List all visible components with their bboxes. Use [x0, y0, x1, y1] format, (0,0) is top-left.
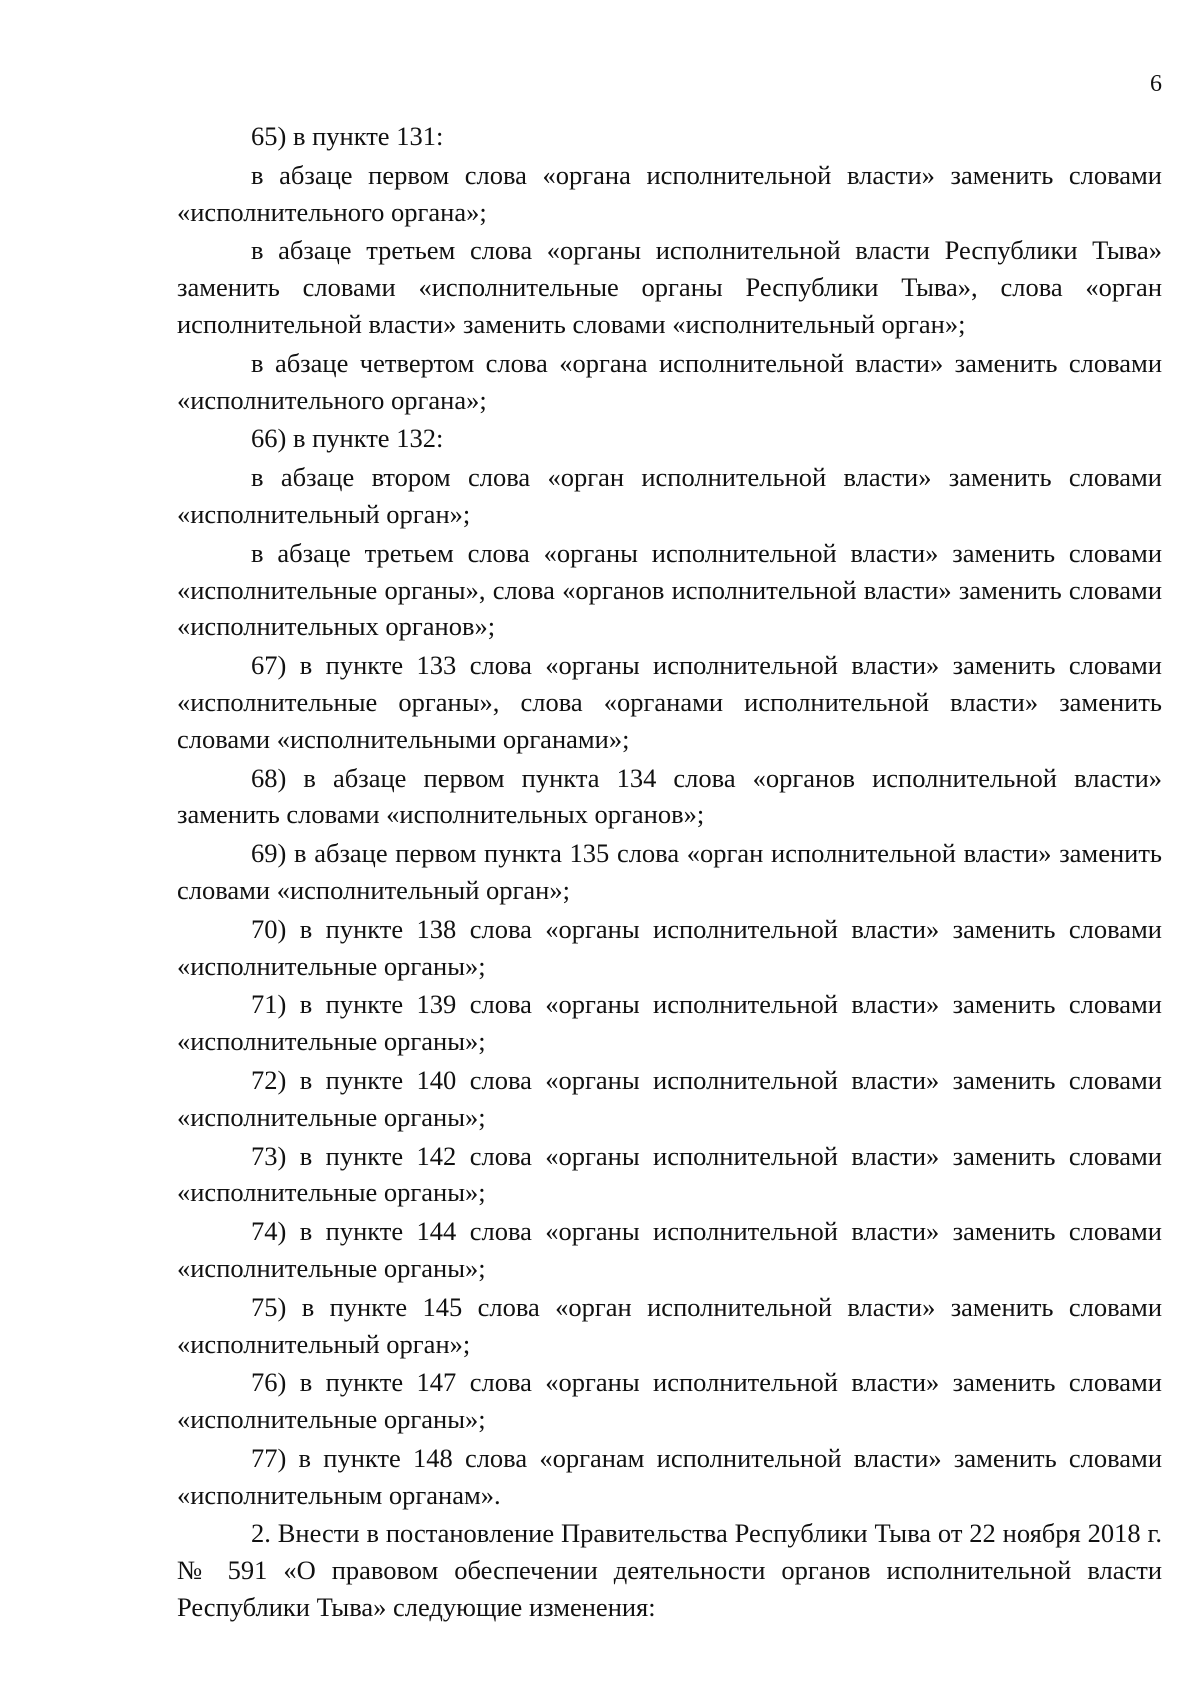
paragraph-item-65: 65) в пункте 131: — [251, 121, 444, 151]
paragraph-item-76: 76) в пункте 147 слова «органы исполнительной власти» заменить словами «исполнительные органы»; — [177, 1367, 1162, 1435]
page-number: 6 — [1150, 71, 1162, 97]
paragraph: в абзаце первом слова «органа исполнительной власти» заменить словами «исполнительного органа»; — [177, 159, 1162, 227]
paragraph-section-2: 2. Внести в постановление Правительства Республики Тыва от 22 ноября 2018 г. № 591 «О правовом обеспечении деятельности органов исполнительной власти Республики Тыва» следующие изменения: — [177, 1518, 1162, 1623]
document-body — [177, 118, 1162, 1626]
paragraph-item-77: 77) в пункте 148 слова «органам исполнительной власти» заменить словами «исполнительным органам». — [177, 1442, 1162, 1510]
paragraph-item-74: 74) в пункте 144 слова «органы исполнительной власти» заменить словами «исполнительные органы»; — [177, 1216, 1162, 1283]
paragraph: в абзаце втором слова «орган исполнительной власти» заменить словами «исполнительный орган»; — [177, 462, 1162, 529]
paragraph-item-72: 72) в пункте 140 слова «органы исполнительной власти» заменить словами «исполнительные органы»; — [177, 1064, 1162, 1132]
paragraph: в абзаце третьем слова «органы исполнительной власти» заменить словами «исполнительные органы», слова «органов исполнительной власти» заменить словами «исполнительных органов»; — [177, 537, 1162, 642]
paragraph-item-68: 68) в абзаце первом пункта 134 слова «органов исполнительной власти» заменить словами «исполнительных органов»; — [177, 762, 1162, 830]
paragraph: в абзаце четвертом слова «органа исполнительной власти» заменить словами «исполнительного органа»; — [177, 347, 1162, 415]
paragraph-item-69: 69) в абзаце первом пункта 135 слова «орган исполнительной власти» заменить словами «исполнительный орган»; — [177, 838, 1162, 905]
paragraph-item-67: 67) в пункте 133 слова «органы исполнительной власти» заменить словами «исполнительные органы», слова «органами исполнительной власти» заменить словами «исполнительными органами»; — [177, 650, 1162, 754]
paragraph: в абзаце третьем слова «органы исполнительной власти Республики Тыва» заменить словами «исполнительные органы Республики Тыва», слова «орган исполнительной власти» заменить словами «исполнительный орган»; — [177, 235, 1162, 339]
paragraph-item-75: 75) в пункте 145 слова «орган исполнительной власти» заменить словами «исполнительный орган»; — [177, 1291, 1162, 1359]
paragraph-item-66: 66) в пункте 132: — [251, 423, 444, 454]
paragraph-item-70: 70) в пункте 138 слова «органы исполнительной власти» заменить словами «исполнительные органы»; — [177, 913, 1162, 981]
paragraph-item-73: 73) в пункте 142 слова «органы исполнительной власти» заменить словами «исполнительные органы»; — [177, 1140, 1162, 1208]
paragraph-item-71: 71) в пункте 139 слова «органы исполнительной власти» заменить словами «исполнительные органы»; — [177, 989, 1162, 1057]
